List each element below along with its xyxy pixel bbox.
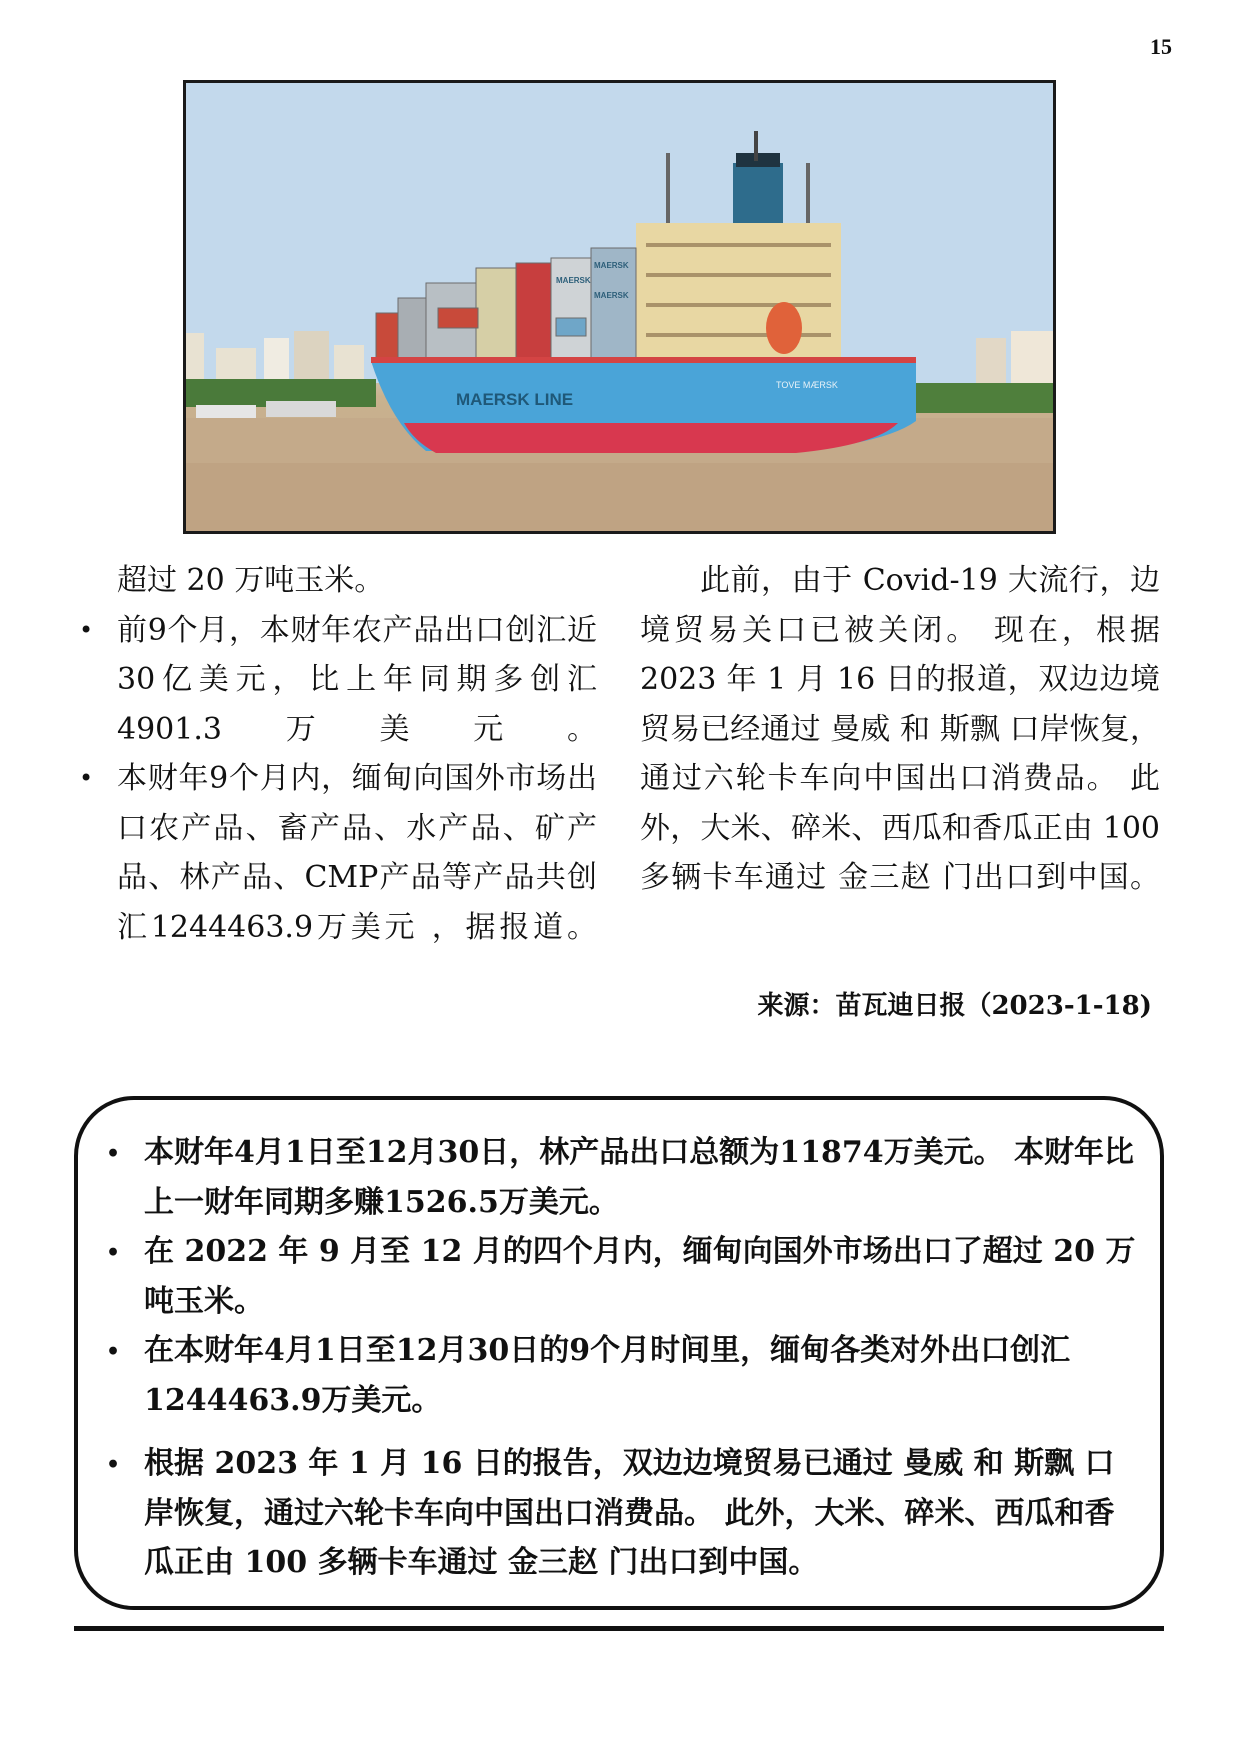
border-trade-paragraph: 此前，由于 Covid-19 大流行，边境贸易关口已被关闭。 现在，根据 2023 年 1 月 16 日的报道，双边边境贸易已经通过 曼威 和 斯飘 口岸恢复，通过六轮卡车向中国出口消费品。 此外，大米、碎米、西瓜和香瓜正由 100 多辆卡车通过 金三赵 门出口到中国。 (640, 563, 1160, 895)
svg-text:MAERSK: MAERSK (556, 276, 591, 285)
summary-item: • 根据 2023 年 1 月 16 日的报告，双边边境贸易已通过 曼威 和 斯飘 口岸恢复，通过六轮卡车向中国出口消费品。 此外，大米、碎米、西瓜和香瓜正由 100 多辆卡车通过 金三赵 门出口到中国。 (144, 1439, 1139, 1588)
right-column (640, 556, 1160, 903)
export-bullets (117, 606, 597, 953)
summary-item: • 在 2022 年 9 月至 12 月的四个月内，缅甸向国外市场出口了超过 20 万吨玉米。 (144, 1227, 1139, 1326)
list-item: • 前9个月，本财年农产品出口创汇近30亿美元，比上年同期多创汇4901.3万美元。 (117, 606, 597, 755)
summary-item: • 在本财年4月1日至12月30日的9个月时间里，缅甸各类对外出口创汇1244463.9万美元。 (144, 1326, 1139, 1425)
bottom-divider (74, 1626, 1164, 1631)
svg-text:TOVE MÆRSK: TOVE MÆRSK (776, 380, 838, 390)
svg-text:MAERSK: MAERSK (594, 261, 629, 270)
summary-list (144, 1128, 1139, 1588)
summary-item: • 本财年4月1日至12月30日，林产品出口总额为11874万美元。 本财年比上一财年同期多赚1526.5万美元。 (144, 1128, 1139, 1227)
list-item: • 本财年9个月内，缅甸向国外市场出口农产品、畜产品、水产品、矿产品、林产品、CMP产品等产品共创汇1244463.9万美元 ，据报道。 (117, 754, 597, 952)
svg-text:MAERSK LINE: MAERSK LINE (456, 390, 574, 409)
svg-text:MAERSK: MAERSK (594, 291, 629, 300)
left-column (117, 556, 597, 952)
page-number: 15 (1150, 34, 1172, 59)
summary-box (74, 1096, 1164, 1610)
source-citation: 来源：苗瓦迪日报（2023-1-18) (757, 991, 1152, 1021)
continuation-text: 超过 20 万吨玉米。 (117, 563, 385, 598)
container-ship-photo (183, 80, 1056, 534)
